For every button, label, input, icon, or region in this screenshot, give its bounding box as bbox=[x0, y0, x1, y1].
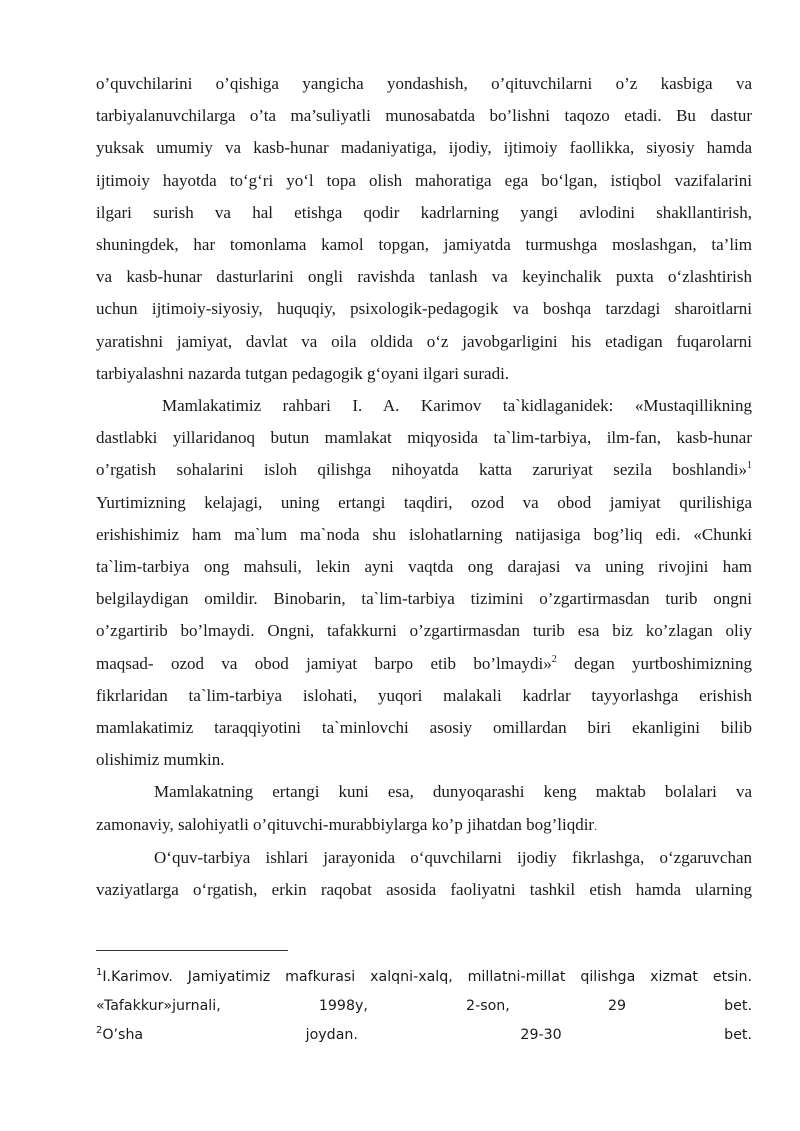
text-line: uchun ijtimoiy-siyosiy, huquqiy, psixologik-pedagogik va boshqa tarzdagi sharoitlarni bbox=[96, 299, 752, 319]
text-span: zamonaviy, salohiyatli o’qituvchi-murabbiylarga ko’p jihatdan bog’liqdir bbox=[96, 814, 595, 834]
footnote-mark-2: 2 bbox=[96, 1025, 103, 1036]
text-line: olishimiz mumkin. bbox=[96, 750, 225, 770]
text-line: Mamlakatning ertangi kuni esa, dunyoqarashi keng maktab bolalari va bbox=[154, 782, 752, 802]
text-line bbox=[96, 809, 752, 842]
paragraph-2 bbox=[96, 390, 752, 776]
text-line: tarbiyalashni nazarda tutgan pedagogik g‘oyani ilgari suradi. bbox=[96, 363, 510, 383]
footnote-ref-2[interactable]: 2 bbox=[551, 653, 557, 665]
text-line: o’zgartirib bo’lmaydi. Ongni, tafakkurni o’zgartirmasdan turib esa biz ko’zlagan oliy bbox=[96, 621, 752, 641]
text-line: Mamlakatimiz rahbari I. A. Karimov ta`kidlaganidek: «Mustaqillikning bbox=[162, 396, 752, 416]
text-line: yuksak umumiy va kasb-hunar madaniyatiga, ijodiy, ijtimoiy faollikka, siyosiy hamda bbox=[96, 138, 752, 158]
text-span: o’rgatish sohalarini isloh qilishga nihoyatda katta zaruriyat sezila boshlandi» bbox=[96, 460, 747, 480]
footnote-separator bbox=[96, 950, 288, 951]
footnotes bbox=[96, 963, 752, 1050]
text-line: belgilaydigan omildir. Binobarin, ta`lim-tarbiya tizimini o’zgartirmasdan turib ongni bbox=[96, 589, 752, 609]
text-line: vaziyatlarga o‘rgatish, erkin raqobat asosida faoliyatni tashkil etish hamda ularning bbox=[96, 880, 752, 900]
text-span: . bbox=[594, 818, 598, 833]
text-line: tarbiyalanuvchilarga o’ta ma’suliyatli munosabatda bo’lishni taqozo etadi. Bu dastur bbox=[96, 106, 752, 126]
text-line: mamlakatimiz taraqqiyotini ta`minlovchi asosiy omillardan biri ekanligini bilib bbox=[96, 718, 752, 738]
footnote-line bbox=[96, 1021, 752, 1050]
footnote-line: «Tafakkur»jurnali, 1998y, 2-son, 29 bet. bbox=[96, 998, 752, 1014]
footnote-text: I.Karimov. Jamiyatimiz mafkurasi xalqni-xalq, millatni-millat qilishga xizmat etsin. bbox=[102, 969, 752, 985]
footnote-text: O’sha joydan. 29-30 bet. bbox=[102, 1027, 752, 1043]
text-line: shuningdek, har tomonlama kamol topgan, jamiyatda turmushga moslashgan, ta’lim bbox=[96, 235, 752, 255]
text-line: erishishimiz ham ma`lum ma`noda shu islohatlarning natijasiga bog’liq edi. «Chunki bbox=[96, 524, 752, 544]
footnote-ref-1[interactable]: 1 bbox=[747, 460, 752, 472]
text-span: degan yurtboshimizning bbox=[556, 653, 752, 673]
text-span: maqsad- ozod va obod jamiyat barpo etib bo’lmaydi» bbox=[96, 653, 552, 673]
footnote-mark-1: 1 bbox=[96, 967, 103, 978]
text-line: O‘quv-tarbiya ishlari jarayonida o‘quvchilarni ijodiy fikrlashga, o‘zgaruvchan bbox=[154, 847, 752, 867]
text-line: Yurtimizning kelajagi, uning ertangi taqdiri, ozod va obod jamiyat qurilishiga bbox=[96, 492, 752, 512]
footnote-line bbox=[96, 963, 752, 992]
text-line bbox=[96, 648, 752, 680]
text-line: dastlabki yillaridanoq butun mamlakat miqyosida ta`lim-tarbiya, ilm-fan, kasb-hunar bbox=[96, 428, 752, 448]
paragraph-3 bbox=[96, 776, 752, 841]
footnote-1 bbox=[96, 963, 752, 1021]
text-line bbox=[96, 454, 752, 486]
text-line: ijtimoiy hayotda to‘g‘ri yo‘l topa olish mahoratiga ega bo‘lgan, istiqbol vazifalarini bbox=[96, 170, 752, 190]
footnote-2 bbox=[96, 1021, 752, 1050]
text-line: yaratishni jamiyat, davlat va oila oldida o‘z javobgarligini his etadigan fuqarolarni bbox=[96, 331, 752, 351]
text-line: ilgari surish va hal etishga qodir kadrlarning yangi avlodini shakllantirish, bbox=[96, 202, 752, 222]
document-page bbox=[96, 68, 752, 906]
paragraph-1 bbox=[96, 68, 752, 390]
paragraph-4 bbox=[96, 842, 752, 906]
text-line: va kasb-hunar dasturlarini ongli ravishda tanlash va keyinchalik puxta o‘zlashtirish bbox=[96, 267, 752, 287]
text-line: ta`lim-tarbiya ong mahsuli, lekin ayni vaqtda ong darajasi va uning rivojini ham bbox=[96, 557, 752, 577]
text-line: o’quvchilarini o’qishiga yangicha yondashish, o’qituvchilarni o’z kasbiga va bbox=[96, 74, 752, 93]
text-line: fikrlaridan ta`lim-tarbiya islohati, yuqori malakali kadrlar tayyorlashga erishish bbox=[96, 685, 752, 705]
